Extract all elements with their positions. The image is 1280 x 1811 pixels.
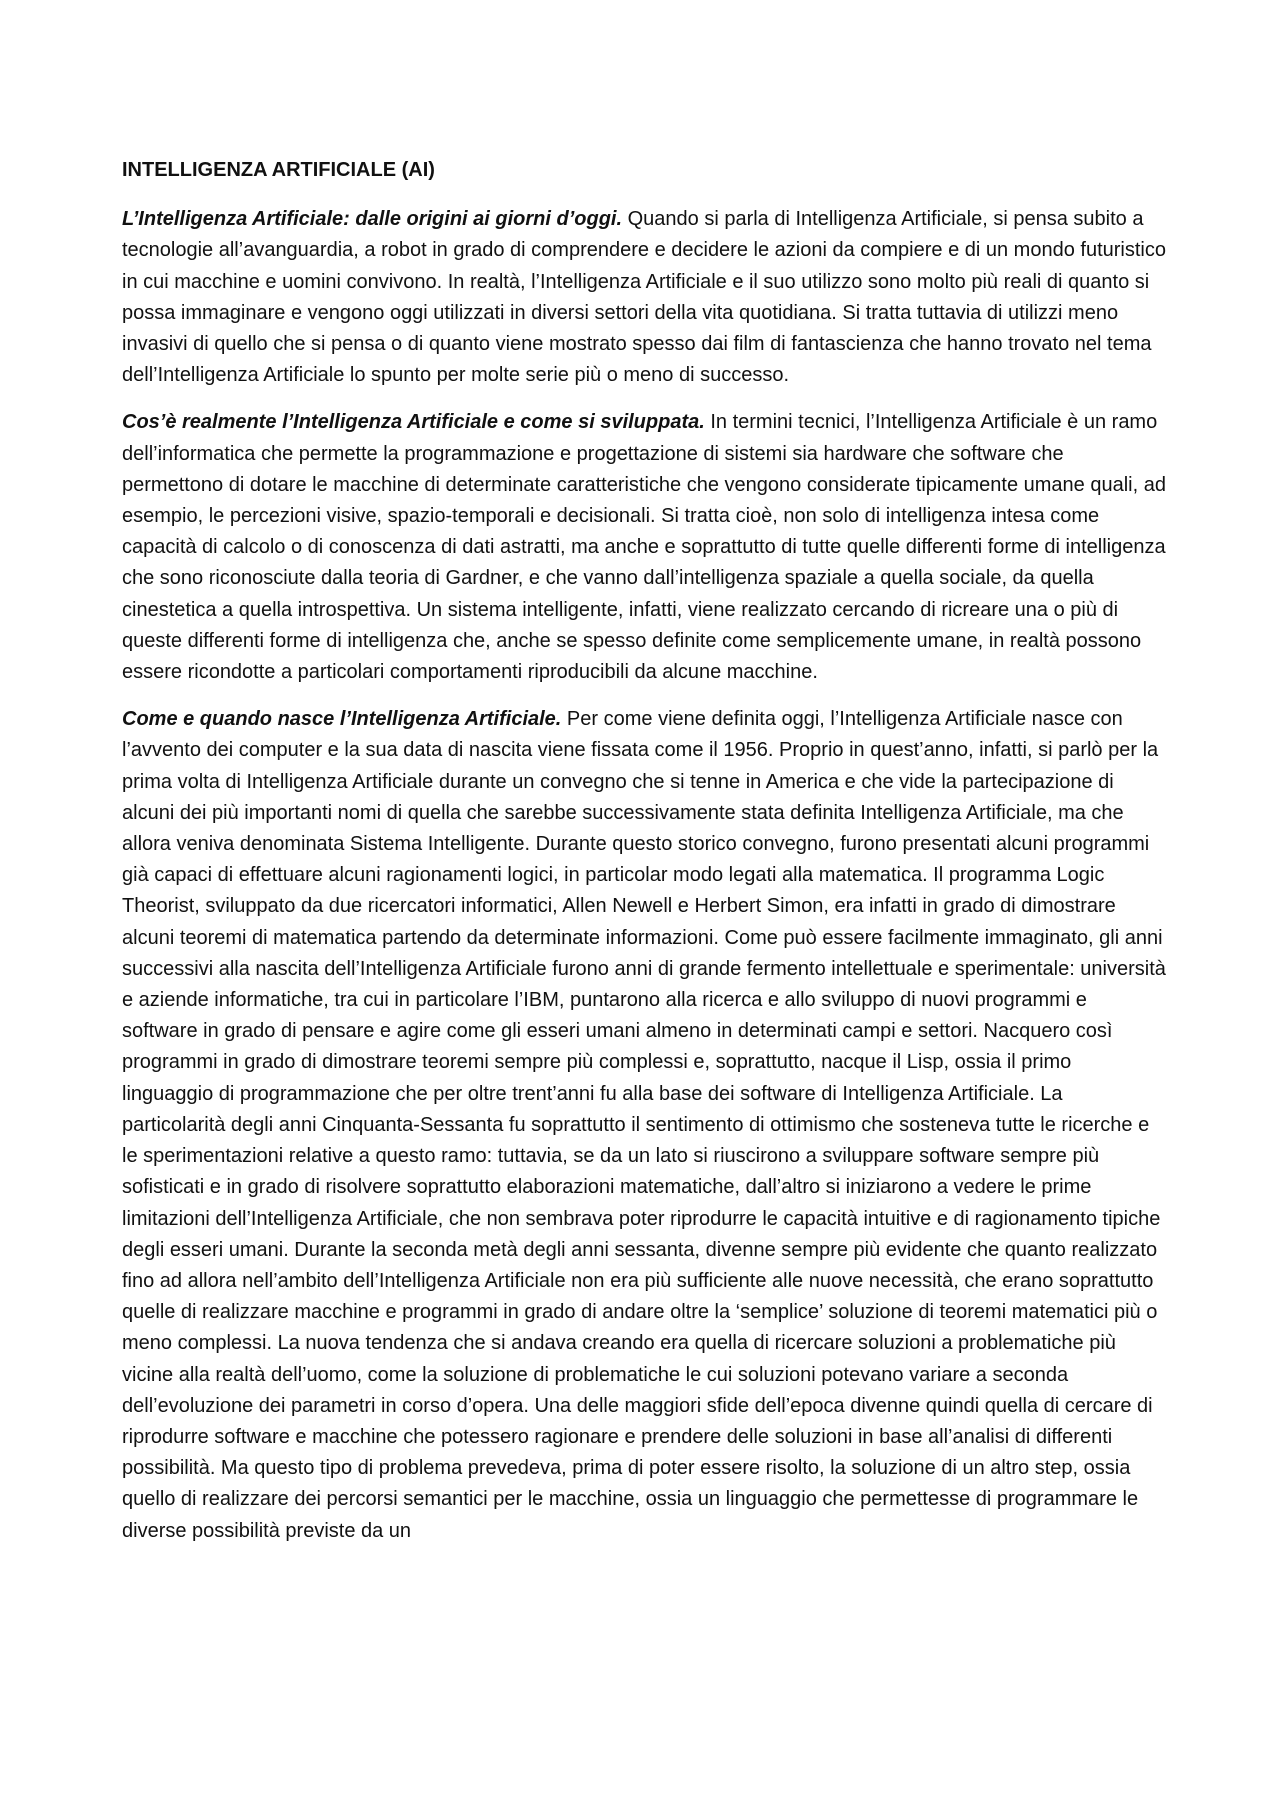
paragraph-history xyxy=(122,704,1167,1546)
document-title: INTELLIGENZA ARTIFICIALE (AI) xyxy=(122,159,435,181)
paragraph-lead: Come e quando nasce l’Intelligenza Artificiale. xyxy=(122,708,562,731)
paragraph-lead: Cos’è realmente l’Intelligenza Artificiale e come si sviluppata. xyxy=(122,411,705,434)
paragraph-text: Per come viene definita oggi, l’Intelligenza Artificiale nasce con l’avvento dei computer e la sua data di nascita viene fissata come il 1956. Proprio in quest’anno, infatti, si parlò per la prima volta di Intelligenza Artificiale durante un convegno che si tenne in America e che vide la partecipazione di alcuni dei più importanti nomi di quella che sarebbe successivamente stata definita Intelligenza Artificiale, ma che allora veniva denominata Sistema Intelligente. Durante questo storico convegno, furono presentati alcuni programmi già capaci di effettuare alcuni ragionamenti logici, in particolar modo legati alla matematica. Il programma Logic Theorist, sviluppato da due ricercatori informatici, Allen Newell e Herbert Simon, era infatti in grado di dimostrare alcuni teoremi di matematica partendo da determinate informazioni. Come può essere facilmente immaginato, gli anni successivi alla nascita dell’Intelligenza Artificiale furono anni di grande fermento intellettuale e sperimentale: università e aziende informatiche, tra cui in particolare l’IBM, puntarono alla ricerca e allo sviluppo di nuovi programmi e software in grado di pensare e agire come gli esseri umani almeno in determinati campi e settori. Nacquero così programmi in grado di dimostrare teoremi sempre più complessi e, soprattutto, nacque il Lisp, ossia il primo linguaggio di programmazione che per oltre trent’anni fu alla base dei software di Intelligenza Artificiale. La particolarità degli anni Cinquanta-Sessanta fu soprattutto il sentimento di ottimismo che sosteneva tutte le ricerche e le sperimentazioni relative a questo ramo: tuttavia, se da un lato si riuscirono a sviluppare software sempre più sofisticati e in grado di risolvere soprattutto elaborazioni matematiche, dall’altro si iniziarono a vedere le prime limitazioni dell’Intelligenza Artificiale, che non sembrava poter riprodurre le capacità intuitive e di ragionamento tipiche degli esseri umani. Durante la seconda metà degli anni sessanta, divenne sempre più evidente che quanto realizzato fino ad allora nell’ambito dell’Intelligenza Artificiale non era più sufficiente alle nuove necessità, che erano soprattutto quelle di realizzare macchine e programmi in grado di andare oltre la ‘semplice’ soluzione di teoremi matematici più o meno complessi. La nuova tendenza che si andava creando era quella di ricercare soluzioni a problematiche più vicine alla realtà dell’uomo, come la soluzione di problematiche le cui soluzioni potevano variare a seconda dell’evoluzione dei parametri in corso d’opera. Una delle maggiori sfide dell’epoca divenne quindi quella di cercare di riprodurre software e macchine che potessero ragionare e prendere delle soluzioni in base all’analisi di differenti possibilità. Ma questo tipo di problema prevedeva, prima di poter essere risolto, la soluzione di un altro step, ossia quello di realizzare dei percorsi semantici per le macchine, ossia un linguaggio che permettesse di programmare le diverse possibilità previste da un xyxy=(122,708,1166,1542)
paragraph-text: In termini tecnici, l’Intelligenza Artificiale è un ramo dell’informatica che permette la programmazione e progettazione di sistemi sia hardware che software che permettono di dotare le macchine di determinate caratteristiche che vengono considerate tipicamente umane quali, ad esempio, le percezioni visive, spazio-temporali e decisionali. Si tratta cioè, non solo di intelligenza intesa come capacità di calcolo o di conoscenza di dati astratti, ma anche e soprattutto di tutte quelle differenti forme di intelligenza che sono riconosciute dalla teoria di Gardner, e che vanno dall’intelligenza spaziale a quella sociale, da quella cinestetica a quella introspettiva. Un sistema intelligente, infatti, viene realizzato cercando di ricreare una o più di queste differenti forme di intelligenza che, anche se spesso definite come semplicemente umane, in realtà possono essere ricondotte a particolari comportamenti riproducibili da alcune macchine. xyxy=(122,411,1166,684)
paragraph-origins xyxy=(122,204,1167,391)
paragraph-text: Quando si parla di Intelligenza Artificiale, si pensa subito a tecnologie all’avanguardia, a robot in grado di comprendere e decidere le azioni da compiere e di un mondo futuristico in cui macchine e uomini convivono. In realtà, l’Intelligenza Artificiale e il suo utilizzo sono molto più reali di quanto si possa immaginare e vengono oggi utilizzati in diversi settori della vita quotidiana. Si tratta tuttavia di utilizzi meno invasivi di quello che si pensa o di quanto viene mostrato spesso dai film di fantascienza che hanno trovato nel tema dell’Intelligenza Artificiale lo spunto per molte serie più o meno di successo. xyxy=(122,208,1166,387)
paragraph-lead: L’Intelligenza Artificiale: dalle origini ai giorni d’oggi. xyxy=(122,208,623,231)
document-page xyxy=(122,155,1167,1563)
paragraph-definition xyxy=(122,407,1167,688)
